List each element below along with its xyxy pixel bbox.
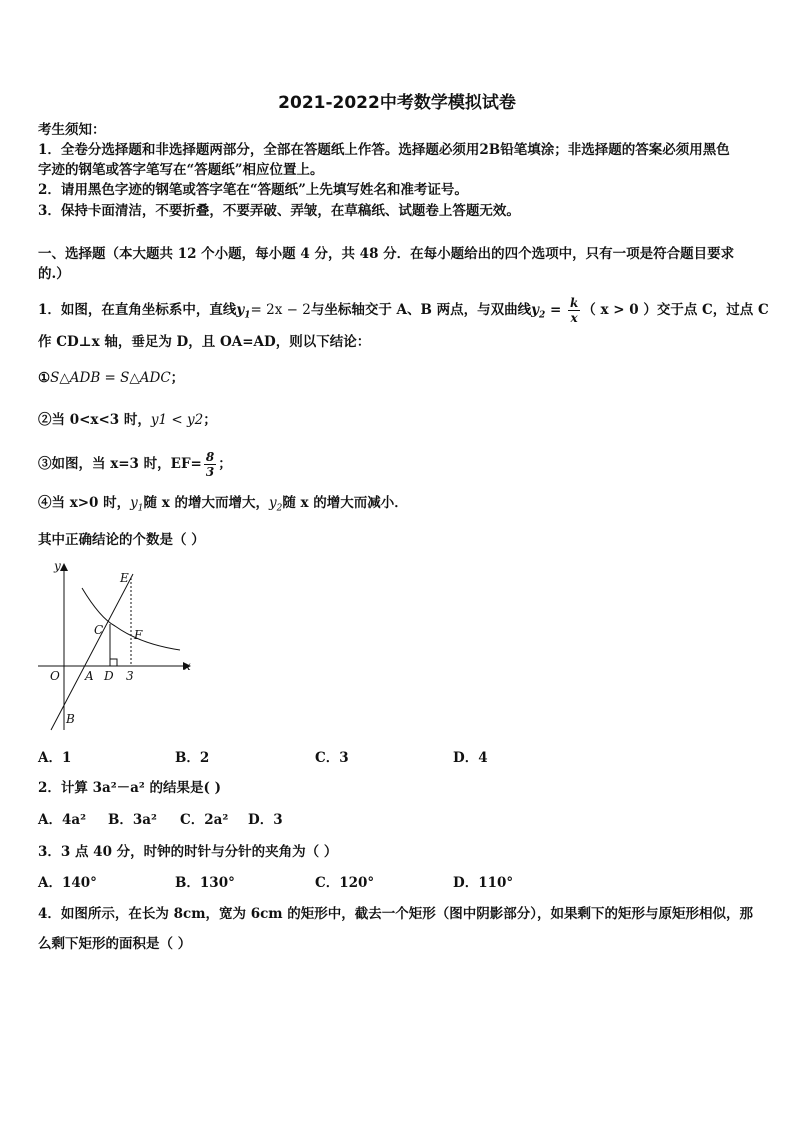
page-title: 2021-2022中考数学模拟试卷 xyxy=(278,93,516,113)
q2-option-a[interactable]: A．4a² xyxy=(38,812,87,828)
q1-conclusion-3 xyxy=(38,450,232,479)
q1-c4-y1: $y_1$ xyxy=(130,495,144,514)
q1-c2-suffix: ； xyxy=(203,412,217,428)
q1-conclusion-1 xyxy=(38,368,184,388)
q1-frac-denominator: x xyxy=(570,311,578,325)
q1-stem-part-2: 与坐标轴交于 A、B 两点，与双曲线 xyxy=(310,302,532,318)
q1-c4-y2: $y_2$ xyxy=(268,495,283,514)
label-F: F xyxy=(134,628,143,642)
q1-c4-mid-1: 随 x 的增大而增大， xyxy=(143,495,269,511)
q1-c3-prefix: ③如图，当 x=3 时，EF= xyxy=(38,456,202,472)
notice-heading: 考生须知： xyxy=(38,122,106,138)
q1-c2-math: y1 < y2 xyxy=(150,412,204,428)
q3-option-c[interactable]: C．120° xyxy=(315,875,375,891)
q1-c4-prefix: ④当 x>0 时， xyxy=(38,495,131,511)
q1-option-a[interactable]: A．1 xyxy=(38,750,72,766)
q1-stem-line-2: 作 CD⊥x 轴，垂足为 D，且 OA=AD，则以下结论： xyxy=(38,334,371,350)
label-y: y xyxy=(54,559,61,573)
q1-c3-denominator: 3 xyxy=(205,465,215,479)
q1-c3-fraction xyxy=(204,450,216,479)
q1-c4-mid-2: 随 x 的增大而减小． xyxy=(282,495,408,511)
right-angle-mark xyxy=(110,659,117,666)
label-E: E xyxy=(120,571,129,585)
q1-frac-numerator: k xyxy=(569,296,579,310)
q1-option-d[interactable]: D．4 xyxy=(453,750,488,766)
q1-c1-suffix: ； xyxy=(170,370,185,386)
label-C: C xyxy=(94,623,104,637)
q1-hyperbola-fraction xyxy=(568,296,580,325)
notice-line-2: 字迹的钢笔或答字笔写在“答题纸”相应位置上。 xyxy=(38,162,324,178)
q1-question: 其中正确结论的个数是（ ） xyxy=(38,532,205,548)
q3-option-d[interactable]: D．110° xyxy=(453,875,514,891)
label-B: B xyxy=(66,712,75,726)
q1-stem-part-1: 1．如图，在直角坐标系中，直线 xyxy=(38,302,237,318)
q1-conclusion-2 xyxy=(38,410,217,430)
q1-coordinate-figure xyxy=(30,558,200,733)
line-y1 xyxy=(51,574,133,730)
q2-option-c[interactable]: C．2a² xyxy=(180,812,229,828)
q1-line-equation: = 2x − 2 xyxy=(250,302,311,318)
label-D: D xyxy=(104,669,114,683)
q3-stem: 3．3 点 40 分，时钟的时针与分针的夹角为（ ） xyxy=(38,844,338,860)
q1-y1-symbol: $y_1$ xyxy=(236,302,251,321)
q4-stem-line-2: 么剩下矩形的面积是（ ） xyxy=(38,936,192,952)
q1-c1-prefix: ① xyxy=(38,370,51,386)
q3-option-a[interactable]: A．140° xyxy=(38,875,97,891)
q1-conclusion-4 xyxy=(38,493,408,519)
q1-c2-prefix: ②当 0<x<3 时， xyxy=(38,412,151,428)
label-3: 3 xyxy=(126,669,134,683)
q1-c1-math: S△ADB = S△ADC xyxy=(50,370,171,386)
q2-option-b[interactable]: B．3a² xyxy=(108,812,157,828)
q1-stem-line-1 xyxy=(38,296,769,326)
notice-line-1: 1．全卷分选择题和非选择题两部分，全部在答题纸上作答。选择题必须用2B铅笔填涂；非选择题的答案必须用黑色 xyxy=(38,142,730,158)
q1-option-b[interactable]: B．2 xyxy=(175,750,210,766)
q1-c3-numerator: 8 xyxy=(205,450,215,464)
notice-line-3: 2．请用黑色字迹的钢笔或答字笔在“答题纸”上先填写姓名和准考证号。 xyxy=(38,182,468,198)
label-A: A xyxy=(85,669,94,683)
notice-line-4: 3．保持卡面清洁，不要折叠，不要弄破、弄皱，在草稿纸、试题卷上答题无效。 xyxy=(38,203,520,219)
label-x: x xyxy=(184,659,191,673)
q1-y2-symbol: $y_2$ = xyxy=(531,302,566,321)
q3-option-b[interactable]: B．130° xyxy=(175,875,235,891)
label-O: O xyxy=(50,669,60,683)
section-heading-line-2: 的.） xyxy=(38,266,70,282)
q2-stem: 2．计算 3a²－a² 的结果是( ) xyxy=(38,780,221,796)
section-heading-line-1: 一、选择题（本大题共 12 个小题，每小题 4 分，共 48 分．在每小题给出的四个选项中，只有一项是符合题目要求 xyxy=(38,246,735,262)
q1-c3-suffix: ； xyxy=(218,456,232,472)
q4-stem-line-1: 4．如图所示，在长为 8cm，宽为 6cm 的矩形中，截去一个矩形（图中阴影部分），如果剩下的矩形与原矩形相似，那 xyxy=(38,906,754,922)
q1-option-c[interactable]: C．3 xyxy=(315,750,349,766)
q2-option-d[interactable]: D．3 xyxy=(248,812,283,828)
q1-condition: （ x > 0 ）交于点 C，过点 C xyxy=(582,302,769,318)
